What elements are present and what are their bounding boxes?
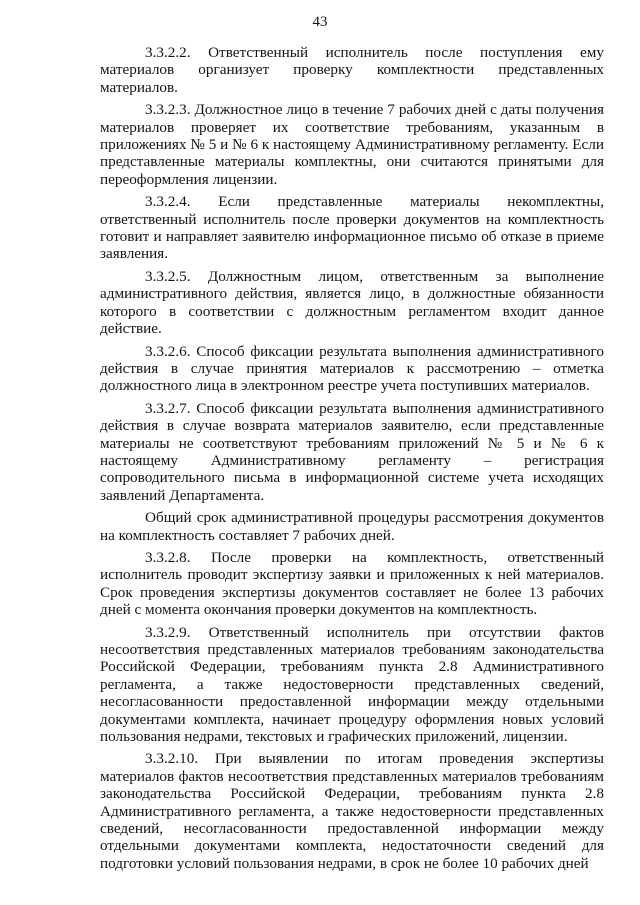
paragraph-3-3-2-3: 3.3.2.3. Должностное лицо в течение 7 рабочих дней с даты получения материалов проверяет их соответствие требованиям, указанным в приложениях № 5 и № 6 к настоящему Административному регламенту. Если представленные материалы комплектны, они считаются принятыми для переоформления лицензии. bbox=[100, 101, 604, 188]
paragraph-3-3-2-6: 3.3.2.6. Способ фиксации результата выполнения административного действия в случае принятия материалов к рассмотрению – отметка должностного лица в электронном реестре учета поступивших материалов. bbox=[100, 342, 604, 395]
document-body bbox=[100, 44, 604, 877]
paragraph-3-3-2-4: 3.3.2.4. Если представленные материалы некомплектны, ответственный исполнитель после проверки документов на комплектность готовит и направляет заявителю информационное письмо об отказе в приеме заявления. bbox=[100, 193, 604, 263]
paragraph-3-3-2-8: 3.3.2.8. После проверки на комплектность, ответственный исполнитель проводит экспертизу заявки и приложенных к ней материалов. Срок проведения экспертизы документов составляет не более 13 рабочих дней с момента окончания проверки документов на комплектность. bbox=[100, 548, 604, 619]
paragraph-3-3-2-10: 3.3.2.10. При выявлении по итогам проведения экспертизы материалов фактов несоответствия представленных материалов требованиям законодательства Российской Федерации, требованиям пункта 2.8 Административного регламента, а также недостоверности представленных сведений, несогласованности предоставленной информации между отдельными документами комплекта, недостаточности сведений для подготовки условий пользования недрами, в срок не более 10 рабочих дней bbox=[100, 750, 604, 872]
paragraph-3-3-2-9: 3.3.2.9. Ответственный исполнитель при отсутствии фактов несоответствия представленных материалов требованиям законодательства Российской Федерации, требованиям пункта 2.8 Административного регламента, а также недостоверности представленных сведений, несогласованности предоставленной информации между отдельными документами комплекта, начинает процедуру оформления новых условий пользования недрами, текстовых и графических приложений, лицензии. bbox=[100, 623, 604, 746]
paragraph-3-3-2-2: 3.3.2.2. Ответственный исполнитель после поступления ему материалов организует проверку комплектности представленных материалов. bbox=[100, 44, 604, 96]
page-number: 43 bbox=[312, 14, 328, 30]
paragraph-3-3-2-7: 3.3.2.7. Способ фиксации результата выполнения административного действия в случае возврата материалов заявителю, если представленные материалы не соответствуют требованиям приложений № 5 и № 6 к настоящему Административному регламенту – регистрация сопроводительного письма в информационной системе учета исходящих заявлений Департамента. bbox=[100, 399, 604, 504]
paragraph-3-3-2-5: 3.3.2.5. Должностным лицом, ответственным за выполнение административного действия, является лицо, в должностные обязанности которого в соответствии с должностным регламентом входит данное действие. bbox=[100, 267, 604, 338]
paragraph-total-term: Общий срок административной процедуры рассмотрения документов на комплектность составляет 7 рабочих дней. bbox=[100, 509, 604, 544]
